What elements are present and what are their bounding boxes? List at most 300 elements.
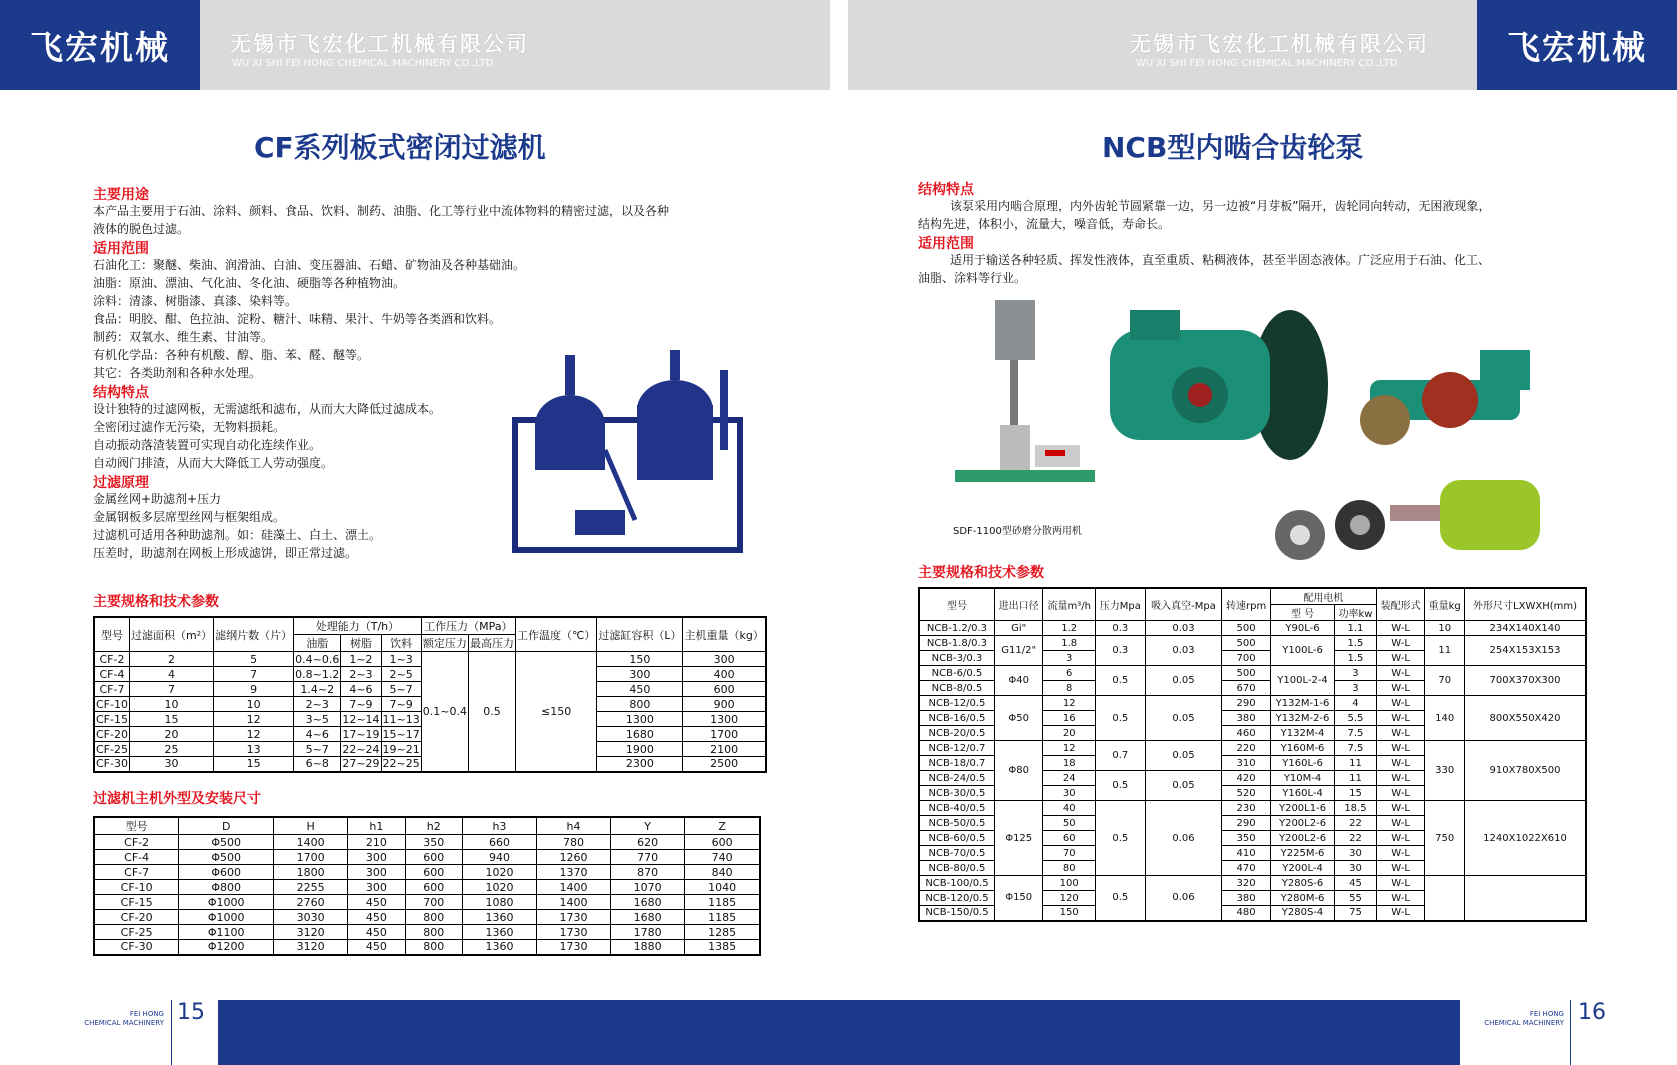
table-cell: NCB-50/0.5 [919, 816, 994, 831]
table-cell: CF-15 [94, 895, 179, 910]
table-cell: Y280M-6 [1270, 891, 1334, 906]
table-cell: 饮料 [381, 635, 421, 652]
table-cell: W-L [1376, 726, 1425, 741]
table-cell: 500 [1222, 636, 1271, 651]
table-cell: 19~21 [382, 742, 420, 756]
table-cell: 60 [1043, 831, 1095, 846]
table-cell: Φ600 [179, 865, 274, 880]
table-cell: Φ40 [994, 666, 1043, 696]
table-cell: 1680 [611, 910, 685, 925]
table-cell: 40 [1043, 801, 1095, 816]
table-cell: NCB-1.8/0.3 [919, 636, 994, 651]
table-row [94, 652, 766, 667]
footer-brand-left: FEI HONG CHEMICAL MACHINERY [84, 1010, 164, 1027]
table-cell: Y90L-6 [1270, 621, 1334, 636]
section-structure: 结构特点 [93, 385, 149, 401]
table-cell: CF-20 [96, 727, 128, 741]
table-cell: Z [685, 817, 760, 835]
pump-motor-image [1100, 300, 1330, 470]
company-name-right: 无锡市飞宏化工机械有限公司 [1130, 32, 1429, 56]
table-cell: 20 [1043, 726, 1095, 741]
table-cell: 210 [348, 835, 405, 850]
table-cell: 2300 [597, 757, 683, 772]
table-cell: 7.5 [1335, 726, 1377, 741]
usage-text: 本产品主要用于石油、涂料、颜料、食品、饮料、制药、油脂、化工等行业中流体物料的精密过滤，以及各种 液体的脱色过滤。 [93, 204, 670, 236]
table-cell: Φ500 [179, 850, 274, 865]
scope-right-text: 适用于输送各种轻质、挥发性液体，直至重质、粘稠液体，甚至半固态液体。广泛应用于石油、化工、 油脂、涂料等行业。 [918, 253, 1491, 285]
table-cell: W-L [1376, 891, 1425, 906]
table-row [919, 876, 1586, 891]
table-cell: 11~13 [382, 712, 420, 726]
table-cell: 1.4~2 [294, 682, 341, 697]
table-cell: 800 [597, 697, 683, 712]
table-cell: 1.5 [1335, 651, 1377, 666]
table-cell: 2~3 [341, 667, 381, 682]
table-cell: 740 [685, 850, 760, 865]
filter-machine-image [505, 350, 750, 560]
company-en-right: WU XI SHI FEI HONG CHEMICAL MACHINERY CO.,LTD [1136, 58, 1398, 69]
table-cell: Y132M-2-6 [1270, 711, 1334, 726]
table-cell: 1260 [537, 850, 611, 865]
table-cell: 配用电机 [1270, 588, 1376, 605]
page-number-right: 16 [1578, 1000, 1606, 1025]
gear-pump-image [1340, 330, 1540, 470]
table-cell: 150 [597, 652, 683, 667]
table-cell: Y280S-6 [1270, 876, 1334, 891]
table-cell: Gi" [994, 621, 1043, 636]
image-caption: SDF-1100型砂磨分散两用机 [953, 526, 1082, 537]
table-cell: 1730 [537, 940, 611, 955]
table-cell: 1680 [597, 727, 683, 742]
table-cell: h1 [348, 817, 405, 835]
table-cell: 500 [1222, 621, 1271, 636]
table-cell: 工作温度（℃） [515, 617, 596, 652]
table-row [919, 621, 1586, 636]
table-cell: W-L [1376, 771, 1425, 786]
table-cell: NCB-8/0.5 [919, 681, 994, 696]
table-cell: W-L [1376, 711, 1425, 726]
table-cell: CF-25 [96, 742, 128, 756]
table-cell: CF-10 [94, 880, 179, 895]
table-cell: Y132M-1-6 [1270, 696, 1334, 711]
table-cell: 过滤缸容积（L） [597, 617, 683, 652]
table-cell: 1730 [537, 925, 611, 940]
table-cell: 800 [405, 925, 462, 940]
table-cell: CF-15 [96, 712, 128, 726]
table-cell: 300 [348, 850, 405, 865]
table-cell: 工作压力（MPa） [421, 617, 515, 635]
table-cell: 12 [1043, 741, 1095, 756]
table-cell: 520 [1222, 786, 1271, 801]
table-cell: 24 [1043, 771, 1095, 786]
table-row [94, 940, 760, 955]
section-usage: 主要用途 [93, 187, 149, 203]
table-cell: 30 [1335, 861, 1377, 876]
table-cell: 1185 [685, 895, 760, 910]
table-cell: 5.5 [1335, 711, 1377, 726]
table-cell: 140 [1425, 696, 1465, 741]
table-cell: 450 [348, 940, 405, 955]
table-cell: 25 [129, 742, 213, 757]
table-cell: 转速rpm [1222, 588, 1271, 621]
table-cell: 3 [1335, 681, 1377, 696]
table-cell: CF-7 [94, 865, 179, 880]
table-cell: 0.5 [1095, 876, 1145, 921]
table-cell: 1020 [462, 865, 536, 880]
table-cell: 1300 [683, 712, 766, 727]
table-cell: 7~9 [341, 697, 381, 712]
table-cell: 1.2 [1043, 621, 1095, 636]
table-cell: 600 [405, 865, 462, 880]
table-cell: 800X550X420 [1465, 696, 1586, 741]
table-cell: 处理能力（T/h） [294, 617, 422, 635]
table-cell: NCB-80/0.5 [919, 861, 994, 876]
table-cell: 840 [685, 865, 760, 880]
table-cell: W-L [1376, 876, 1425, 891]
table-cell: 1240X1022X610 [1465, 801, 1586, 876]
table-cell: W-L [1376, 651, 1425, 666]
table-cell: 7.5 [1335, 741, 1377, 756]
table-cell: 500 [1222, 666, 1271, 681]
table-cell: 1780 [611, 925, 685, 940]
table-cell: 670 [1222, 681, 1271, 696]
table-cell: Y100L-6 [1270, 636, 1334, 666]
table-cell: Y160L-6 [1270, 756, 1334, 771]
table-cell: 450 [597, 682, 683, 697]
table-cell: 800 [405, 940, 462, 955]
table-row [919, 636, 1586, 651]
table-cell: 1300 [597, 712, 683, 727]
table-cell: 1.5 [1335, 636, 1377, 651]
table-cell: Φ50 [994, 696, 1043, 741]
table-cell: 1730 [537, 910, 611, 925]
table-cell: 30 [1043, 786, 1095, 801]
table-cell: 30 [1335, 846, 1377, 861]
table-cell: NCB-120/0.5 [919, 891, 994, 906]
table-cell: 30 [129, 757, 213, 772]
table-row [94, 925, 760, 940]
table-cell: 流量m³/h [1043, 588, 1095, 621]
table-cell: NCB-150/0.5 [919, 906, 994, 921]
table-cell: 900 [683, 697, 766, 712]
table-row [919, 801, 1586, 816]
table-cell: 700X370X300 [1465, 666, 1586, 696]
table-cell: 1080 [462, 895, 536, 910]
table-cell: 滤纲片数（片） [214, 617, 294, 652]
table-cell: 4 [129, 667, 213, 682]
table-cell: Y200L2-6 [1270, 831, 1334, 846]
table-cell: NCB-60/0.5 [919, 831, 994, 846]
table-cell: 15 [129, 712, 213, 727]
table-cell: 0.05 [1145, 771, 1221, 801]
table-cell: W-L [1376, 681, 1425, 696]
table-cell: W-L [1376, 621, 1425, 636]
footer-divider-left [171, 1000, 172, 1065]
dimension-table [93, 816, 761, 956]
table-cell: 3~5 [294, 712, 341, 727]
table-cell: 12 [214, 727, 294, 742]
table-cell: 450 [348, 925, 405, 940]
table-cell: 5 [214, 652, 294, 667]
table-cell: 120 [1043, 891, 1095, 906]
table-cell: 600 [405, 880, 462, 895]
table-cell: 5~7 [294, 742, 341, 757]
table-cell: 70 [1043, 846, 1095, 861]
table-cell: 18 [1043, 756, 1095, 771]
section-spec-left: 主要规格和技术参数 [93, 594, 219, 610]
spec-table-left [93, 616, 767, 773]
table-cell: 3120 [274, 940, 348, 955]
table-cell: 1360 [462, 940, 536, 955]
table-cell: Φ150 [994, 876, 1043, 921]
table-cell: 450 [348, 910, 405, 925]
table-cell: 910X780X500 [1465, 741, 1586, 801]
table-cell: NCB-18/0.7 [919, 756, 994, 771]
table-row [94, 865, 760, 880]
table-cell: h4 [537, 817, 611, 835]
sand-mill-image [950, 295, 1115, 485]
table-cell: 吸入真空-Mpa [1145, 588, 1221, 621]
table-cell: Φ800 [179, 880, 274, 895]
table-cell: 0.5 [1095, 696, 1145, 741]
table-cell: CF-30 [94, 940, 179, 955]
table-cell: Y280S-4 [1270, 906, 1334, 921]
section-dimensions: 过滤机主机外型及安装尺寸 [93, 791, 261, 807]
table-cell: 660 [462, 835, 536, 850]
table-cell: 重量kg [1425, 588, 1465, 621]
table-cell: 22 [1335, 816, 1377, 831]
table-cell: CF-2 [94, 652, 129, 667]
table-cell: 75 [1335, 906, 1377, 921]
table-cell: 压力Mpa [1095, 588, 1145, 621]
spec-table-right [918, 587, 1587, 922]
table-cell: NCB-100/0.5 [919, 876, 994, 891]
table-cell [1465, 876, 1586, 921]
table-cell: 过滤面积（m²） [129, 617, 213, 652]
table-cell: 0.03 [1145, 621, 1221, 636]
table-cell: 0.5 [1095, 666, 1145, 696]
footer-divider-right [1570, 1000, 1571, 1065]
section-scope-right: 适用范围 [918, 236, 974, 252]
table-cell: NCB-1.2/0.3 [919, 621, 994, 636]
table-cell: 12~14 [342, 712, 380, 726]
table-cell: 380 [1222, 711, 1271, 726]
company-name-left: 无锡市飞宏化工机械有限公司 [230, 32, 529, 56]
table-cell: W-L [1376, 906, 1425, 921]
table-cell: 22~24 [342, 742, 380, 756]
section-scope: 适用范围 [93, 241, 149, 257]
table-cell: 20 [129, 727, 213, 742]
table-row [94, 895, 760, 910]
table-cell: CF-30 [96, 757, 128, 771]
table-cell: 0.5 [1095, 801, 1145, 876]
table-cell: 1900 [597, 742, 683, 757]
scope-text: 石油化工：聚醚、柴油、润滑油、白油、变压器油、石蜡、矿物油及各种基础油。 油脂：原油、漂油、气化油、冬化油、硬脂等各种植物油。 涂料：清漆、树脂漆、真漆、染料等。 食品：明胶、酣、色拉油、淀粉、糖汁、味精、果汁、牛奶等各类酒和饮料。 制药：双氧水、维生素、甘油等。 有机化学品：各种有机酸、醇、脂、苯、醛、醚等。 其它：各类助剂和各种水处理。 [93, 258, 526, 380]
table-cell: 80 [1043, 861, 1095, 876]
table-cell: 55 [1335, 891, 1377, 906]
table-row [919, 696, 1586, 711]
table-cell: 最高压力 [468, 635, 515, 652]
table-cell: 2255 [274, 880, 348, 895]
table-cell: 320 [1222, 876, 1271, 891]
table-cell: 9 [214, 682, 294, 697]
table-cell: 8 [1043, 681, 1095, 696]
table-cell: 70 [1425, 666, 1465, 696]
table-cell: h3 [462, 817, 536, 835]
table-cell: 620 [611, 835, 685, 850]
structure-text: 设计独特的过滤网板，无需滤纸和滤布，从而大大降低过滤成本。 全密闭过滤作无污染，无物料损耗。 自动振动落渣装置可实现自动化连续作业。 自动阀门排渣，从而大大降低工人劳动强度。 [93, 402, 442, 470]
table-cell: 17~19 [342, 727, 380, 741]
table-cell: 型号 [94, 617, 129, 652]
table-cell: 1185 [685, 910, 760, 925]
table-cell: 0.5 [468, 652, 515, 772]
table-cell: 0.05 [1145, 741, 1221, 771]
table-cell: 主机重量（kg） [683, 617, 766, 652]
table-cell: NCB-70/0.5 [919, 846, 994, 861]
table-cell: 12 [214, 712, 294, 727]
table-cell: 型号 [919, 588, 994, 621]
table-cell: 600 [683, 682, 766, 697]
table-cell: 6 [1043, 666, 1095, 681]
table-cell: Φ1000 [179, 895, 274, 910]
table-cell: 1370 [537, 865, 611, 880]
table-cell: 10 [129, 697, 213, 712]
table-cell: NCB-6/0.5 [919, 666, 994, 681]
table-cell: 234X140X140 [1465, 621, 1586, 636]
table-row [94, 910, 760, 925]
table-cell: 4 [1335, 696, 1377, 711]
table-cell: 7 [214, 667, 294, 682]
table-cell: 800 [405, 910, 462, 925]
table-cell: NCB-3/0.3 [919, 651, 994, 666]
table-cell: 22~25 [382, 757, 420, 771]
table-cell: 1700 [274, 850, 348, 865]
table-cell: 3 [1043, 651, 1095, 666]
table-cell: 27~29 [342, 757, 380, 771]
table-row [919, 666, 1586, 681]
table-cell: 16 [1043, 711, 1095, 726]
table-cell: Φ1200 [179, 940, 274, 955]
table-cell: 254X153X153 [1465, 636, 1586, 666]
structure-right-text: 该泵采用内啮合原理，内外齿轮节圆紧靠一边，另一边被“月芽板”隔开，齿轮同向转动，无困液现象， 结构先进，体积小，流量大，噪音低，寿命长。 [918, 199, 1491, 231]
table-cell: W-L [1376, 816, 1425, 831]
table-cell: 3030 [274, 910, 348, 925]
table-cell: 350 [405, 835, 462, 850]
table-cell: 1400 [274, 835, 348, 850]
table-cell: 22 [1335, 831, 1377, 846]
table-cell: Y225M-6 [1270, 846, 1334, 861]
table-cell: H [274, 817, 348, 835]
table-cell: 750 [1425, 801, 1465, 876]
table-cell: Y200L2-6 [1270, 816, 1334, 831]
table-cell: 420 [1222, 771, 1271, 786]
table-cell: 470 [1222, 861, 1271, 876]
table-cell: 380 [1222, 891, 1271, 906]
table-cell: 150 [1043, 906, 1095, 921]
table-cell: 1400 [537, 895, 611, 910]
table-row [919, 741, 1586, 756]
table-cell: CF-2 [94, 835, 179, 850]
table-cell: 7~9 [381, 697, 421, 712]
table-cell: 940 [462, 850, 536, 865]
logo-right: 飞宏机械 [1477, 0, 1677, 90]
table-cell: NCB-30/0.5 [919, 786, 994, 801]
table-cell: CF-10 [96, 697, 128, 711]
table-cell: W-L [1376, 756, 1425, 771]
table-cell: 15 [1335, 786, 1377, 801]
table-cell: Y10M-4 [1270, 771, 1334, 786]
table-cell: 1.1 [1335, 621, 1377, 636]
table-cell: 1880 [611, 940, 685, 955]
table-cell: 10 [1425, 621, 1465, 636]
table-cell: 11 [1335, 756, 1377, 771]
table-cell: CF-25 [94, 925, 179, 940]
table-cell: 4~6 [341, 682, 381, 697]
table-cell: NCB-20/0.5 [919, 726, 994, 741]
table-cell: 700 [405, 895, 462, 910]
table-cell: Y100L-2-4 [1270, 666, 1334, 696]
table-cell: Φ1000 [179, 910, 274, 925]
table-cell: W-L [1376, 636, 1425, 651]
table-cell: Φ80 [994, 741, 1043, 801]
table-cell: 1385 [685, 940, 760, 955]
gear-parts-image [1260, 460, 1560, 570]
table-cell: 50 [1043, 816, 1095, 831]
table-cell: W-L [1376, 801, 1425, 816]
table-cell: 0.05 [1145, 666, 1221, 696]
table-cell: NCB-24/0.5 [919, 771, 994, 786]
table-cell: 400 [683, 667, 766, 682]
table-cell: 300 [683, 652, 766, 667]
table-cell: Φ500 [179, 835, 274, 850]
table-cell: 45 [1335, 876, 1377, 891]
table-row [94, 835, 760, 850]
table-cell: 12 [1043, 696, 1095, 711]
table-cell: ≤150 [515, 652, 596, 772]
table-cell: 1~2 [341, 652, 381, 667]
table-cell: W-L [1376, 666, 1425, 681]
section-principle: 过滤原理 [93, 475, 149, 491]
table-cell: Y132M-4 [1270, 726, 1334, 741]
table-cell: 7 [129, 682, 213, 697]
table-cell: 0.1~0.4 [421, 652, 468, 772]
table-cell: 1400 [537, 880, 611, 895]
table-cell: 1800 [274, 865, 348, 880]
table-cell: 装配形式 [1376, 588, 1425, 621]
table-cell: 1680 [611, 895, 685, 910]
table-cell: 11 [1425, 636, 1465, 666]
table-cell: 进出口径 [994, 588, 1043, 621]
table-cell: 300 [348, 865, 405, 880]
principle-text: 金属丝网+助滤剂+压力 金属钢板多层席型丝网与框架组成。 过滤机可适用各种助滤剂。如：硅藻土、白土、漂土。 压差时，助滤剂在网板上形成滤饼，即正常过滤。 [93, 492, 382, 560]
table-cell: 700 [1222, 651, 1271, 666]
table-cell: 0.06 [1145, 801, 1221, 876]
table-cell: 2760 [274, 895, 348, 910]
table-cell: 300 [597, 667, 683, 682]
table-cell: W-L [1376, 786, 1425, 801]
table-cell: 600 [685, 835, 760, 850]
table-cell: 410 [1222, 846, 1271, 861]
table-cell: 0.05 [1145, 696, 1221, 741]
table-cell: W-L [1376, 846, 1425, 861]
table-cell: 330 [1425, 741, 1465, 801]
table-cell: 1070 [611, 880, 685, 895]
footer-brand-right: FEI HONG CHEMICAL MACHINERY [1484, 1010, 1564, 1027]
page-number-left: 15 [177, 1000, 205, 1025]
table-cell: 2500 [683, 757, 766, 772]
table-cell: NCB-16/0.5 [919, 711, 994, 726]
table-cell: 230 [1222, 801, 1271, 816]
